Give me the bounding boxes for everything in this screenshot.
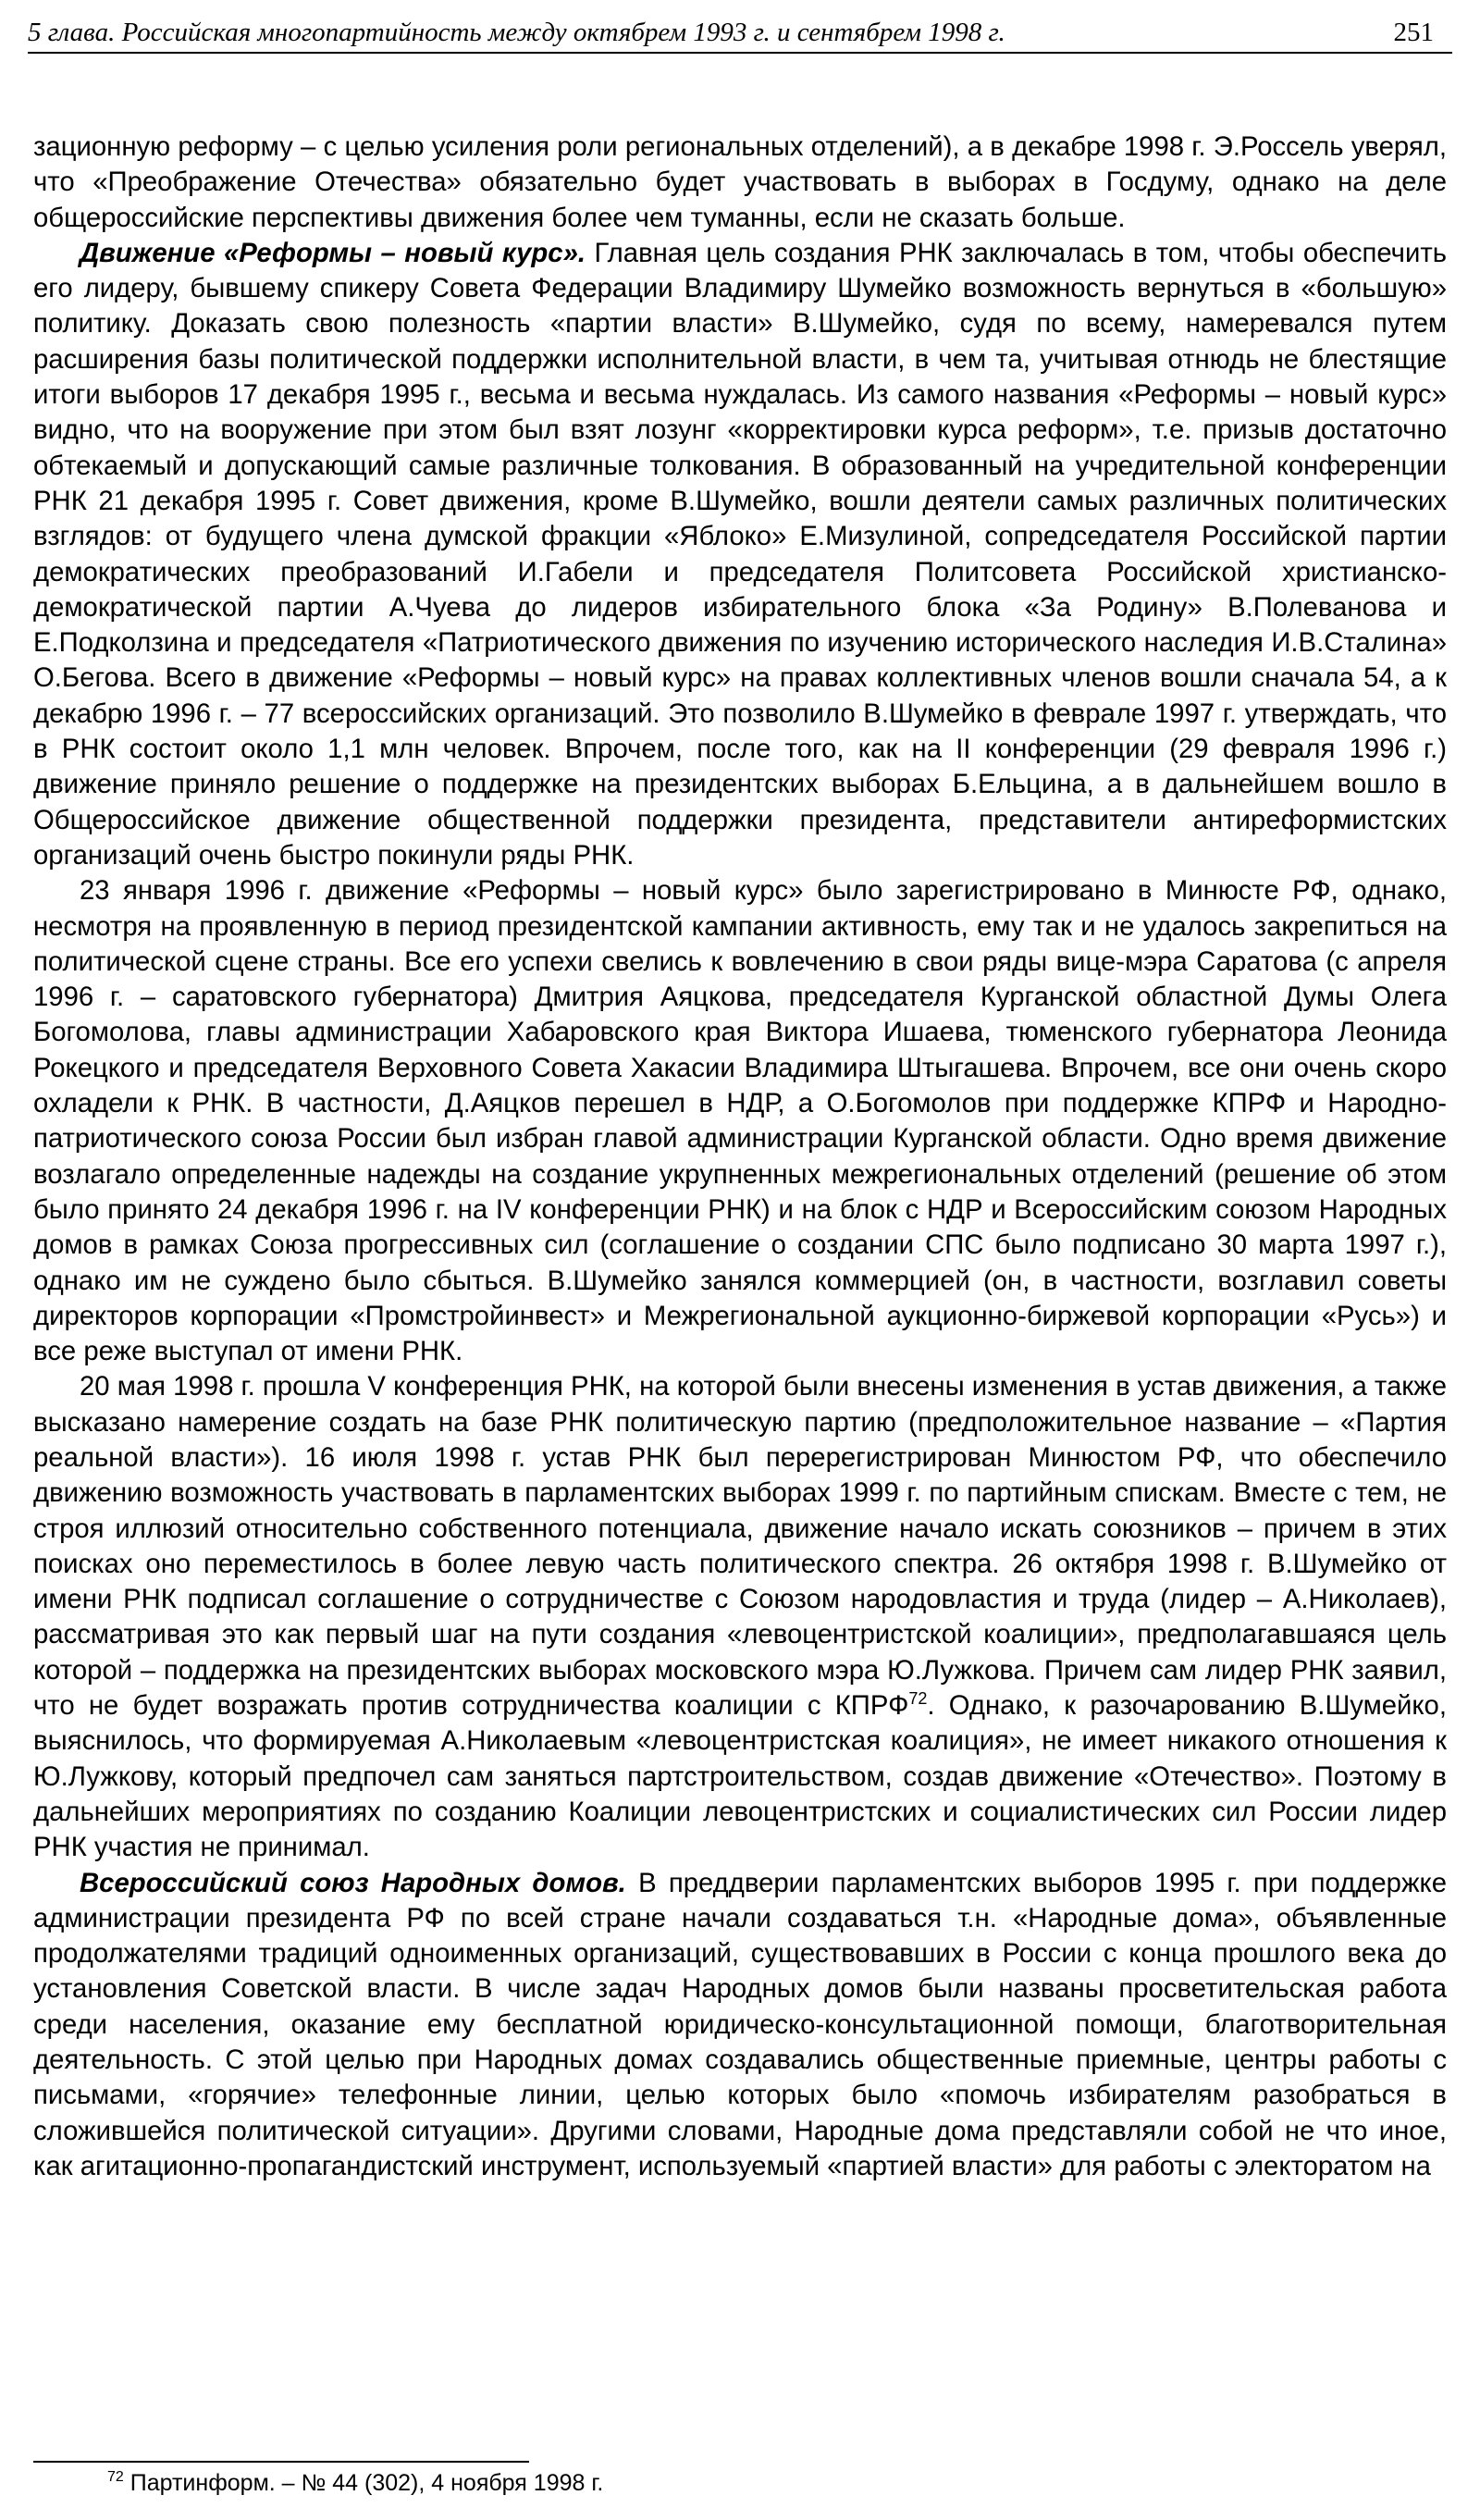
paragraph-3-text: 23 января 1996 г. движение «Реформы – новый курс» было зарегистрировано в Минюсте РФ, однако, несмотря на проявленную в период президентской кампании активность, ему так и не удалось закрепиться на политической сцене страны. Все его успехи свелись к вовлечению в свои ряды вице-мэра Саратова (с апреля 1996 г. – саратовского губернатора) Дмитрия Аяцкова, председателя Курганской областной Думы Олега Богомолова, главы администрации Хабаровского края Виктора Ишаева, тюменского губернатора Леонида Рокецкого и председателя Верховного Совета Хакасии Владимира Штыгашева. Впрочем, все они очень скоро охладели к РНК. В частности, Д.Аяцков перешел в НДР, а О.Богомолов при поддержке КПРФ и Народно-патриотического союза России был избран главой администрации Курганской области. Одно время движение возлагало определенные надежды на создание укрупненных межрегиональных отделений (решение об этом было принято 24 декабря 1996 г. на IV конференции РНК) и на блок с НДР и Всероссийским союзом Народных домов в рамках Союза прогрессивных сил (соглашение о создании СПС было подписано 30 марта 1997 г.), однако им не суждено было сбыться. В.Шумейко занялся коммерцией (он, в частности, возглавил советы директоров корпорации «Промстройинвест» и Межрегиональной аукционно-биржевой корпорации «Русь») и все реже выступал от имени РНК. <box>33 875 1447 1367</box>
paragraph-5 <box>33 1866 1447 2185</box>
footnote-divider <box>33 2461 529 2463</box>
section-heading-people-houses: Всероссийский союз Народных домов. <box>80 1867 626 1898</box>
paragraph-1 <box>33 130 1447 236</box>
main-text <box>33 130 1447 2184</box>
section-heading-rnk: Движение «Реформы – новый курс». <box>80 237 586 268</box>
paragraph-2-text: Главная цель создания РНК заключалась в том, чтобы обеспечить его лидеру, бывшему спикеру Совета Федерации Владимиру Шумейко возможность вернуться в «большую» политику. Доказать свою полезность «партии власти» В.Шумейко, судя по всему, намеревался путем расширения базы политической поддержки исполнительной власти, в чем та, учитывая отнюдь не блестящие итоги выборов 17 декабря 1995 г., весьма и весьма нуждалась. Из самого названия «Реформы – новый курс» видно, что на вооружение при этом был взят лозунг «корректировки курса реформ», т.е. призыв достаточно обтекаемый и допускающий самые различные толкования. В образованный на учредительной конференции РНК 21 декабря 1995 г. Совет движения, кроме В.Шумейко, вошли деятели самых различных политических взглядов: от будущего члена думской фракции «Яблоко» Е.Мизулиной, сопредседателя Российской партии демократических преобразований И.Габели и председателя Политсовета Российской христианско-демократической партии А.Чуева до лидеров избирательного блока «За Родину» В.Полеванова и Е.Подколзина и председателя «Патриотического движения по изучению исторического наследия И.В.Сталина» О.Бегова. Всего в движение «Реформы – новый курс» на правах коллективных членов вошли сначала 54, а к декабрю 1996 г. – 77 всероссийских организаций. Это позволило В.Шумейко в феврале 1997 г. утверждать, что в РНК состоит около 1,1 млн человек. Впрочем, после того, как на II конференции (29 февраля 1996 г.) движение приняло решение о поддержке на президентских выборах Б.Ельцина, а в дальнейшем вошло в Общероссийское движение общественной поддержки президента, представители антиреформистских организаций очень быстро покинули ряды РНК. <box>33 237 1447 871</box>
paragraph-4-text-before: 20 мая 1998 г. прошла V конференция РНК, на которой были внесены изменения в устав движения, а также высказано намерение создать на базе РНК политическую партию (предположительное название – «Партия реальной власти»). 16 июля 1998 г. устав РНК был перерегистрирован Минюстом РФ, что обеспечило движению возможность участвовать в парламентских выборах 1999 г. по партийным спискам. Вместе с тем, не строя иллюзий относительно собственного потенциала, движение начало искать союзников – причем в этих поисках оно переместилось в более левую часть политического спектра. 26 октября 1998 г. В.Шумейко от имени РНК подписал соглашение о сотрудничестве с Союзом народовластия и труда (лидер – А.Николаев), рассматривая это как первый шаг на пути создания «левоцентристской коалиции», предполагавшаяся цель которой – поддержка на президентских выборах московского мэра Ю.Лужкова. Причем сам лидер РНК заявил, что не будет возражать против сотрудничества коалиции с КПРФ <box>33 1371 1447 1722</box>
paragraph-4 <box>33 1369 1447 1865</box>
running-header <box>28 7 1452 54</box>
paragraph-3 <box>33 873 1447 1369</box>
footnote-text: Партинформ. – № 44 (302), 4 ноября 1998 г. <box>123 2470 604 2496</box>
footnote-reference[interactable]: 72 <box>908 1689 928 1709</box>
page-number: 251 <box>1393 18 1434 47</box>
paragraph-4-text-after: . Однако, к разочарованию В.Шумейко, выяснилось, что формируемая А.Николаевым «левоцентристская коалиция», не имеет никакого отношения к Ю.Лужкову, который предпочел сам заняться партстроительством, создав движение «Отечество». Поэтому в дальнейших мероприятиях по созданию Коалиции левоцентристских и социалистических сил России лидер РНК участия не принимал. <box>33 1690 1447 1863</box>
paragraph-5-text: В преддверии парламентских выборов 1995 г. при поддержке администрации президента РФ по всей стране начали создаваться т.н. «Народные дома», объявленные продолжателями традиций одноименных организаций, существовавших в России с конца прошлого века до установления Советской власти. В числе задач Народных домов были названы просветительская работа среди населения, оказание ему бесплатной юридическо-консультационной помощи, благотворительная деятельность. С этой целью при Народных домах создавались общественные приемные, центры работы с письмами, «горячие» телефонные линии, целью которых было «помочь избирателям разобраться в сложившейся политической ситуации». Другими словами, Народные дома представляли собой не что иное, как агитационно-пропагандистский инструмент, используемый «партией власти» для работы с электоратом на <box>33 1867 1447 2181</box>
chapter-title: 5 глава. Российская многопартийность между октябрем 1993 г. и сентябрем 1998 г. <box>28 18 1005 47</box>
paragraph-1-text: зационную реформу – с целью усиления роли региональных отделений), а в декабре 1998 г. Э.Россель уверял, что «Преображение Отечества» обязательно будет участвовать в выборах в Госдуму, однако на деле общероссийские перспективы движения более чем туманны, если не сказать больше. <box>33 131 1447 233</box>
paragraph-2 <box>33 236 1447 873</box>
footnote <box>107 2470 603 2497</box>
footnote-number: 72 <box>107 2469 124 2485</box>
